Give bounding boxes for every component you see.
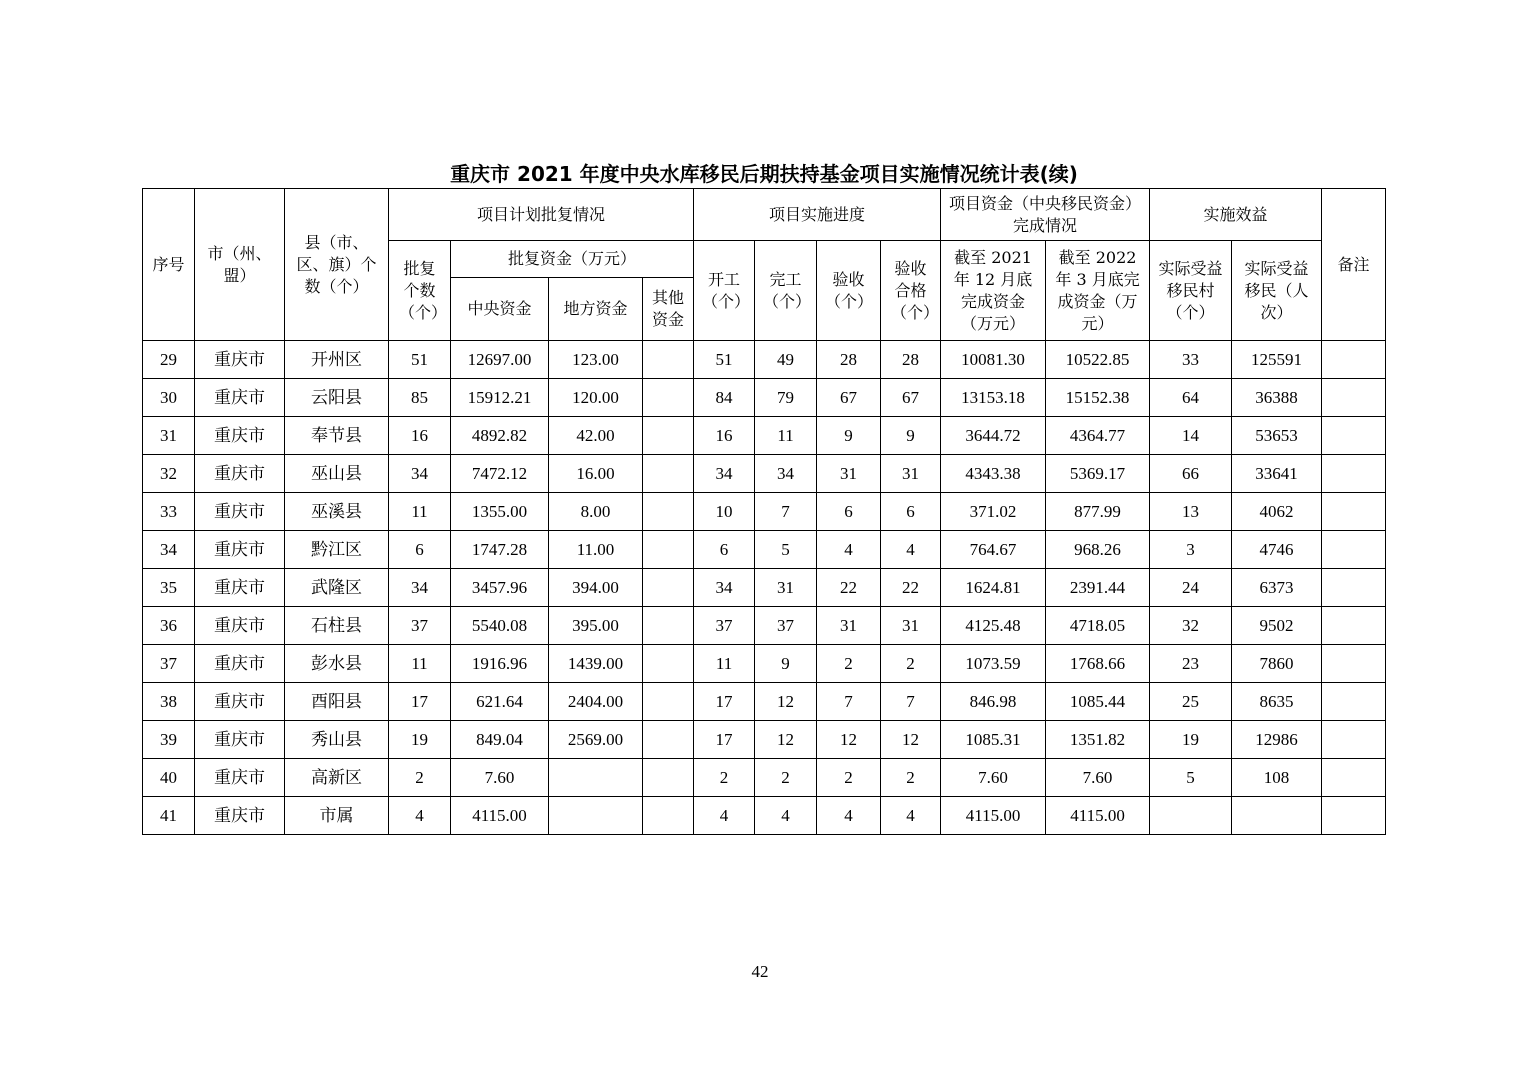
header-accepted-qualified: 验收合格（个）	[881, 241, 941, 341]
cell-completed: 4	[755, 797, 817, 835]
cell-other	[643, 379, 694, 417]
cell-remark	[1322, 759, 1386, 797]
cell-county: 石柱县	[285, 607, 389, 645]
cell-seq: 31	[143, 417, 195, 455]
cell-started: 84	[694, 379, 755, 417]
header-funds-2022: 截至 2022 年 3 月底完成资金（万元）	[1046, 241, 1150, 341]
cell-seq: 34	[143, 531, 195, 569]
table-row	[143, 607, 1386, 645]
cell-people	[1232, 797, 1322, 835]
cell-f2022: 877.99	[1046, 493, 1150, 531]
cell-f2021: 4343.38	[941, 455, 1046, 493]
header-benefit-people: 实际受益移民（人次）	[1232, 241, 1322, 341]
cell-seq: 33	[143, 493, 195, 531]
cell-approved: 2	[389, 759, 451, 797]
cell-seq: 35	[143, 569, 195, 607]
cell-approved: 11	[389, 645, 451, 683]
cell-people: 8635	[1232, 683, 1322, 721]
cell-started: 6	[694, 531, 755, 569]
cell-villages: 25	[1150, 683, 1232, 721]
cell-people: 7860	[1232, 645, 1322, 683]
cell-central: 5540.08	[451, 607, 549, 645]
cell-completed: 12	[755, 683, 817, 721]
cell-county: 酉阳县	[285, 683, 389, 721]
cell-other	[643, 759, 694, 797]
header-other-funds: 其他资金	[643, 278, 694, 341]
cell-accepted: 6	[817, 493, 881, 531]
cell-seq: 40	[143, 759, 195, 797]
cell-accepted: 2	[817, 759, 881, 797]
cell-remark	[1322, 607, 1386, 645]
cell-seq: 37	[143, 645, 195, 683]
cell-accepted: 9	[817, 417, 881, 455]
cell-city: 重庆市	[195, 797, 285, 835]
cell-approved: 34	[389, 455, 451, 493]
cell-seq: 29	[143, 341, 195, 379]
cell-central: 7472.12	[451, 455, 549, 493]
cell-villages: 32	[1150, 607, 1232, 645]
cell-central: 15912.21	[451, 379, 549, 417]
cell-seq: 32	[143, 455, 195, 493]
cell-county: 彭水县	[285, 645, 389, 683]
cell-approved: 19	[389, 721, 451, 759]
cell-central: 1916.96	[451, 645, 549, 683]
cell-accepted: 2	[817, 645, 881, 683]
cell-villages: 13	[1150, 493, 1232, 531]
cell-remark	[1322, 493, 1386, 531]
cell-county: 市属	[285, 797, 389, 835]
cell-qualified: 67	[881, 379, 941, 417]
cell-f2021: 1085.31	[941, 721, 1046, 759]
cell-people: 4746	[1232, 531, 1322, 569]
cell-other	[643, 455, 694, 493]
cell-city: 重庆市	[195, 493, 285, 531]
cell-accepted: 4	[817, 797, 881, 835]
cell-local: 2404.00	[549, 683, 643, 721]
cell-remark	[1322, 683, 1386, 721]
cell-central: 3457.96	[451, 569, 549, 607]
cell-villages: 3	[1150, 531, 1232, 569]
cell-f2021: 13153.18	[941, 379, 1046, 417]
cell-f2021: 7.60	[941, 759, 1046, 797]
cell-county: 开州区	[285, 341, 389, 379]
cell-completed: 9	[755, 645, 817, 683]
cell-city: 重庆市	[195, 607, 285, 645]
cell-seq: 38	[143, 683, 195, 721]
cell-local: 120.00	[549, 379, 643, 417]
table-row	[143, 493, 1386, 531]
cell-approved: 51	[389, 341, 451, 379]
cell-started: 4	[694, 797, 755, 835]
cell-accepted: 22	[817, 569, 881, 607]
cell-approved: 6	[389, 531, 451, 569]
cell-people: 125591	[1232, 341, 1322, 379]
cell-seq: 39	[143, 721, 195, 759]
header-seq: 序号	[143, 189, 195, 341]
cell-qualified: 31	[881, 607, 941, 645]
cell-other	[643, 797, 694, 835]
cell-completed: 49	[755, 341, 817, 379]
cell-completed: 5	[755, 531, 817, 569]
cell-completed: 34	[755, 455, 817, 493]
cell-f2021: 3644.72	[941, 417, 1046, 455]
cell-approved: 17	[389, 683, 451, 721]
cell-qualified: 28	[881, 341, 941, 379]
cell-started: 17	[694, 683, 755, 721]
header-benefit-villages: 实际受益移民村（个）	[1150, 241, 1232, 341]
table-row	[143, 455, 1386, 493]
cell-city: 重庆市	[195, 341, 285, 379]
cell-county: 巫山县	[285, 455, 389, 493]
cell-qualified: 9	[881, 417, 941, 455]
cell-f2021: 371.02	[941, 493, 1046, 531]
header-funds-group: 项目资金（中央移民资金）完成情况	[941, 189, 1150, 241]
cell-f2021: 764.67	[941, 531, 1046, 569]
cell-qualified: 31	[881, 455, 941, 493]
cell-started: 11	[694, 645, 755, 683]
cell-remark	[1322, 531, 1386, 569]
cell-qualified: 6	[881, 493, 941, 531]
cell-other	[643, 341, 694, 379]
cell-remark	[1322, 569, 1386, 607]
header-county-count: 县（市、区、旗）个数（个）	[285, 189, 389, 341]
header-city: 市（州、盟）	[195, 189, 285, 341]
table-row	[143, 341, 1386, 379]
cell-local: 395.00	[549, 607, 643, 645]
cell-remark	[1322, 379, 1386, 417]
cell-f2022: 1768.66	[1046, 645, 1150, 683]
cell-people: 108	[1232, 759, 1322, 797]
header-local-funds: 地方资金	[549, 278, 643, 341]
cell-started: 10	[694, 493, 755, 531]
cell-city: 重庆市	[195, 569, 285, 607]
cell-approved: 4	[389, 797, 451, 835]
cell-city: 重庆市	[195, 417, 285, 455]
cell-remark	[1322, 645, 1386, 683]
cell-completed: 2	[755, 759, 817, 797]
cell-f2022: 10522.85	[1046, 341, 1150, 379]
cell-villages: 24	[1150, 569, 1232, 607]
cell-f2021: 4125.48	[941, 607, 1046, 645]
cell-local: 42.00	[549, 417, 643, 455]
header-started: 开工（个）	[694, 241, 755, 341]
cell-approved: 37	[389, 607, 451, 645]
cell-county: 秀山县	[285, 721, 389, 759]
cell-people: 33641	[1232, 455, 1322, 493]
header-plan-group: 项目计划批复情况	[389, 189, 694, 241]
cell-people: 12986	[1232, 721, 1322, 759]
cell-villages: 66	[1150, 455, 1232, 493]
cell-f2022: 15152.38	[1046, 379, 1150, 417]
cell-f2021: 846.98	[941, 683, 1046, 721]
cell-central: 4115.00	[451, 797, 549, 835]
cell-qualified: 22	[881, 569, 941, 607]
table-header	[143, 189, 1386, 341]
cell-county: 云阳县	[285, 379, 389, 417]
header-benefit-group: 实施效益	[1150, 189, 1322, 241]
cell-qualified: 12	[881, 721, 941, 759]
cell-completed: 37	[755, 607, 817, 645]
cell-remark	[1322, 721, 1386, 759]
cell-city: 重庆市	[195, 721, 285, 759]
cell-f2022: 2391.44	[1046, 569, 1150, 607]
cell-f2022: 4115.00	[1046, 797, 1150, 835]
cell-villages: 64	[1150, 379, 1232, 417]
cell-other	[643, 607, 694, 645]
table-title: 重庆市 2021 年度中央水库移民后期扶持基金项目实施情况统计表(续)	[450, 162, 1078, 186]
cell-county: 巫溪县	[285, 493, 389, 531]
header-accepted: 验收（个）	[817, 241, 881, 341]
cell-city: 重庆市	[195, 683, 285, 721]
cell-other	[643, 683, 694, 721]
cell-other	[643, 569, 694, 607]
cell-completed: 12	[755, 721, 817, 759]
cell-f2022: 4364.77	[1046, 417, 1150, 455]
cell-city: 重庆市	[195, 379, 285, 417]
cell-city: 重庆市	[195, 759, 285, 797]
header-remarks: 备注	[1322, 189, 1386, 341]
cell-seq: 41	[143, 797, 195, 835]
cell-f2022: 1085.44	[1046, 683, 1150, 721]
cell-local	[549, 759, 643, 797]
table-row	[143, 417, 1386, 455]
table-row	[143, 721, 1386, 759]
cell-accepted: 67	[817, 379, 881, 417]
cell-remark	[1322, 417, 1386, 455]
cell-people: 9502	[1232, 607, 1322, 645]
cell-approved: 34	[389, 569, 451, 607]
cell-started: 16	[694, 417, 755, 455]
cell-local: 16.00	[549, 455, 643, 493]
table-row	[143, 569, 1386, 607]
cell-seq: 36	[143, 607, 195, 645]
cell-central: 849.04	[451, 721, 549, 759]
table-row	[143, 531, 1386, 569]
cell-local: 2569.00	[549, 721, 643, 759]
cell-county: 武隆区	[285, 569, 389, 607]
cell-qualified: 2	[881, 759, 941, 797]
cell-county: 奉节县	[285, 417, 389, 455]
cell-started: 2	[694, 759, 755, 797]
cell-people: 6373	[1232, 569, 1322, 607]
cell-f2022: 5369.17	[1046, 455, 1150, 493]
cell-qualified: 2	[881, 645, 941, 683]
cell-f2021: 10081.30	[941, 341, 1046, 379]
header-approved-count: 批复个数（个）	[389, 241, 451, 341]
cell-completed: 79	[755, 379, 817, 417]
table-row	[143, 759, 1386, 797]
page-number: 42	[751, 962, 769, 981]
cell-started: 37	[694, 607, 755, 645]
table-row	[143, 797, 1386, 835]
cell-local: 11.00	[549, 531, 643, 569]
table-row	[143, 683, 1386, 721]
cell-f2022: 968.26	[1046, 531, 1150, 569]
table-row	[143, 379, 1386, 417]
table-row	[143, 645, 1386, 683]
cell-villages: 19	[1150, 721, 1232, 759]
cell-completed: 11	[755, 417, 817, 455]
header-progress-group: 项目实施进度	[694, 189, 941, 241]
cell-central: 1355.00	[451, 493, 549, 531]
cell-f2022: 4718.05	[1046, 607, 1150, 645]
cell-people: 36388	[1232, 379, 1322, 417]
cell-seq: 30	[143, 379, 195, 417]
cell-accepted: 4	[817, 531, 881, 569]
cell-accepted: 7	[817, 683, 881, 721]
cell-started: 34	[694, 455, 755, 493]
cell-local: 1439.00	[549, 645, 643, 683]
cell-villages: 33	[1150, 341, 1232, 379]
cell-villages: 14	[1150, 417, 1232, 455]
cell-completed: 31	[755, 569, 817, 607]
cell-city: 重庆市	[195, 455, 285, 493]
cell-remark	[1322, 341, 1386, 379]
cell-people: 53653	[1232, 417, 1322, 455]
cell-villages: 23	[1150, 645, 1232, 683]
cell-f2021: 1624.81	[941, 569, 1046, 607]
cell-central: 1747.28	[451, 531, 549, 569]
cell-qualified: 7	[881, 683, 941, 721]
cell-other	[643, 493, 694, 531]
cell-other	[643, 721, 694, 759]
cell-central: 4892.82	[451, 417, 549, 455]
cell-qualified: 4	[881, 531, 941, 569]
cell-approved: 11	[389, 493, 451, 531]
cell-county: 高新区	[285, 759, 389, 797]
cell-f2022: 1351.82	[1046, 721, 1150, 759]
header-approved-funds: 批复资金（万元）	[451, 241, 694, 278]
cell-accepted: 31	[817, 607, 881, 645]
cell-approved: 16	[389, 417, 451, 455]
cell-villages	[1150, 797, 1232, 835]
header-completed: 完工（个）	[755, 241, 817, 341]
cell-started: 17	[694, 721, 755, 759]
cell-central: 7.60	[451, 759, 549, 797]
cell-started: 51	[694, 341, 755, 379]
cell-accepted: 12	[817, 721, 881, 759]
cell-other	[643, 645, 694, 683]
cell-people: 4062	[1232, 493, 1322, 531]
cell-central: 621.64	[451, 683, 549, 721]
cell-f2021: 4115.00	[941, 797, 1046, 835]
cell-city: 重庆市	[195, 645, 285, 683]
cell-qualified: 4	[881, 797, 941, 835]
cell-f2022: 7.60	[1046, 759, 1150, 797]
cell-accepted: 28	[817, 341, 881, 379]
table-body	[143, 341, 1386, 835]
cell-county: 黔江区	[285, 531, 389, 569]
statistics-table	[142, 188, 1386, 835]
cell-f2021: 1073.59	[941, 645, 1046, 683]
cell-central: 12697.00	[451, 341, 549, 379]
cell-local	[549, 797, 643, 835]
cell-accepted: 31	[817, 455, 881, 493]
cell-approved: 85	[389, 379, 451, 417]
cell-local: 123.00	[549, 341, 643, 379]
cell-villages: 5	[1150, 759, 1232, 797]
cell-started: 34	[694, 569, 755, 607]
header-central-funds: 中央资金	[451, 278, 549, 341]
cell-local: 394.00	[549, 569, 643, 607]
cell-local: 8.00	[549, 493, 643, 531]
cell-city: 重庆市	[195, 531, 285, 569]
cell-completed: 7	[755, 493, 817, 531]
cell-remark	[1322, 455, 1386, 493]
cell-other	[643, 417, 694, 455]
cell-other	[643, 531, 694, 569]
header-funds-2021: 截至 2021 年 12 月底完成资金（万元）	[941, 241, 1046, 341]
cell-remark	[1322, 797, 1386, 835]
